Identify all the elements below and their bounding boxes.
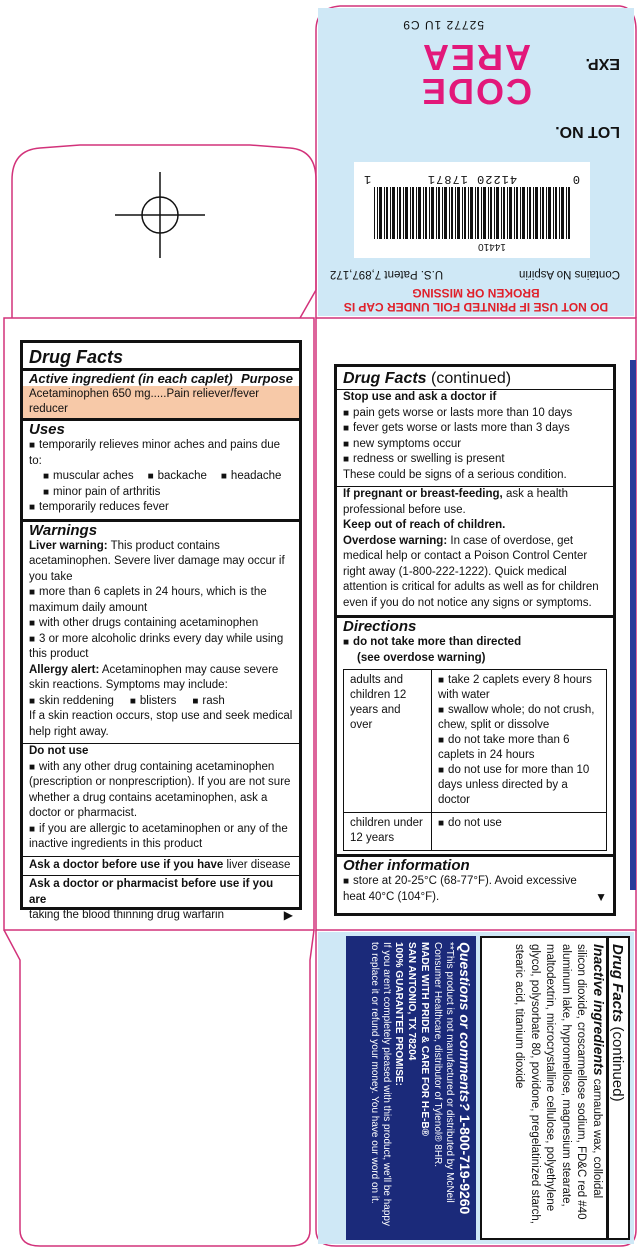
blue-edge-strip xyxy=(630,360,636,890)
contains-no-aspirin: Contains No Aspirin xyxy=(519,268,620,280)
table-row xyxy=(344,670,607,813)
adults-item: ■ do not take more than 6 caplets in 24 hours xyxy=(438,733,600,763)
table-row xyxy=(344,813,607,851)
active-ingredient-row: Acetaminophen 650 mg.....Pain reliever/fever reducer xyxy=(23,386,299,418)
pregnancy-label: If pregnant or breast-feeding, xyxy=(343,488,503,500)
guarantee-heading: 100% GUARANTEE PROMISE: xyxy=(393,942,404,1086)
stop-use-after: These could be signs of a serious condition. xyxy=(343,468,567,481)
adults-item: ■ do not use for more than 10 days unless directed by a doctor xyxy=(438,763,600,808)
allergy-item: ■ rash xyxy=(192,694,224,710)
use-subitem: ■ headache xyxy=(221,469,282,485)
pregnancy-text: ask a health professional before use. xyxy=(343,488,568,516)
small-number: 14410 xyxy=(478,241,506,252)
liver-warning-text: This product contains acetaminophen. Severe liver damage may occur if you take xyxy=(29,539,285,583)
seal-warning: DO NOT USE IF PRINTED FOIL UNDER CAP IS BROKEN OR MISSING xyxy=(343,286,609,314)
directions-table xyxy=(343,669,607,851)
stop-use-heading: Stop use and ask a doctor if xyxy=(343,391,497,403)
other-info-item: ■ store at 20-25°C (68-77°F). Avoid excessive heat 40°C (104°F). xyxy=(343,874,593,905)
top-flap-blue xyxy=(318,8,634,316)
upc-middle: 41220 17871 xyxy=(426,172,518,186)
allergy-alert-label: Allergy alert: xyxy=(29,663,100,676)
pregnancy-section xyxy=(343,487,607,611)
liver-item: ■ more than 6 caplets in 24 hours, which is the maximum daily amount xyxy=(29,585,293,616)
directions-heading: Directions xyxy=(343,618,417,635)
use-subitem: ■ minor pain of arthritis xyxy=(29,485,293,501)
warnings-body xyxy=(29,539,293,741)
inactive-box xyxy=(480,936,630,1240)
barcode xyxy=(354,162,590,258)
liver-item: ■ with other drugs containing acetaminophen xyxy=(29,616,293,632)
uses-list xyxy=(29,438,293,516)
continue-arrow-right: ▶ xyxy=(283,908,293,922)
continue-arrow-down: ▼ xyxy=(595,889,607,904)
do-not-use-item: ■ with any other drug containing acetaminophen (prescription or nonprescription). If you are not sure whether a drug contains acetaminophen, ask a doctor or pharmacist. xyxy=(29,760,293,822)
drug-facts-panel-right xyxy=(334,364,616,916)
other-information-body xyxy=(343,874,607,905)
directions-main xyxy=(343,635,607,666)
drug-facts-title-continued: Drug Facts xyxy=(343,370,427,387)
upc-left: 0 xyxy=(572,172,580,186)
allergy-item: ■ skin reddening xyxy=(29,694,114,710)
do-not-use-section xyxy=(29,744,293,853)
patent-number: U.S. Patent 7,897,172 xyxy=(330,268,444,280)
continued-label-bottom: (continued) xyxy=(609,1026,626,1102)
stop-use-section xyxy=(343,390,607,483)
adults-item: ■ swallow whole; do not crush, chew, split or dissolve xyxy=(438,703,600,733)
guarantee-text: If you aren't completely pleased with this product, we'll be happy to replace it or refund your money. You have our word on it. xyxy=(369,942,392,1226)
liver-item: ■ 3 or more alcoholic drinks every day while using this product xyxy=(29,632,293,663)
directions-main-line: ■ do not take more than directed xyxy=(343,635,607,651)
active-header xyxy=(29,371,293,386)
ask-pharmacist-section xyxy=(29,876,293,925)
allergy-item: ■ blisters xyxy=(130,694,176,710)
batch-code: 52772 1U C9 xyxy=(402,18,484,32)
continued-label: (continued) xyxy=(431,370,512,387)
inactive-heading: Inactive ingredients xyxy=(591,944,607,1076)
children-item: ■ do not use xyxy=(438,816,600,831)
questions-label: Questions or comments? xyxy=(457,942,473,1111)
code-area: CODE AREA xyxy=(420,37,533,112)
ask-doctor-text: liver disease xyxy=(226,858,291,871)
overdose-warning-label: Overdose warning: xyxy=(343,534,448,547)
allergy-after: If a skin reaction occurs, stop use and seek medical help right away. xyxy=(29,710,293,738)
city: SAN ANTONIO, TX 78204 xyxy=(406,942,417,1061)
ask-doctor-section xyxy=(29,857,293,875)
stop-use-item: ■ redness or swelling is present xyxy=(343,452,607,468)
keep-out-of-reach: Keep out of reach of children. xyxy=(343,519,506,531)
do-not-use-heading: Do not use xyxy=(29,745,89,757)
do-not-use-item: ■ if you are allergic to acetaminophen or any of the inactive ingredients in this product xyxy=(29,822,293,853)
allergy-alert-text: Acetaminophen may cause severe skin reactions. Symptoms may include: xyxy=(29,663,279,691)
barcode-bars xyxy=(374,187,570,239)
use-subitem: ■ muscular aches xyxy=(43,469,134,485)
questions-box xyxy=(346,936,476,1240)
upc-right: 1 xyxy=(364,172,372,186)
children-label: children under 12 years xyxy=(344,813,432,851)
drug-facts-panel-left xyxy=(20,340,302,922)
stop-use-item: ■ pain gets worse or lasts more than 10 days xyxy=(343,406,607,422)
use-subitem: ■ backache xyxy=(148,469,207,485)
lot-label: LOT NO. xyxy=(555,123,620,140)
use-item: ■ temporarily relieves minor aches and pains due to: xyxy=(29,438,293,469)
bottom-flap xyxy=(318,932,634,1244)
stop-use-item: ■ fever gets worse or lasts more than 3 days xyxy=(343,421,607,437)
directions-main-line: (see overdose warning) xyxy=(357,651,486,664)
disclaimer: **This product is not manufactured or distributed by McNeil Consumer Healthcare, distributor of Tylenol® 8HR. xyxy=(432,942,455,1203)
warnings-heading: Warnings xyxy=(29,521,98,539)
purpose-heading: Purpose xyxy=(240,371,293,386)
overdose-warning-text: In case of overdose, get medical help or contact a Poison Control Center right away (1-800-222-1222). Quick medical attention is critical for adults as well as for children even if you do not notice any signs or symptoms. xyxy=(343,534,599,609)
liver-warning-label: Liver warning: xyxy=(29,539,108,552)
active-ingredient-heading: Active ingredient (in each caplet) xyxy=(29,371,233,386)
ask-pharmacist-label: Ask a doctor or pharmacist before use if you are xyxy=(29,878,274,906)
made-with-pride: MADE WITH PRIDE & CARE FOR H-E-B® xyxy=(419,942,430,1137)
ask-doctor-label: Ask a doctor before use if you have xyxy=(29,858,224,871)
adults-item: ■ take 2 caplets every 8 hours with water xyxy=(438,673,600,703)
ask-pharmacist-text: taking the blood thinning drug warfarin xyxy=(29,909,224,921)
other-information-heading: Other information xyxy=(343,857,470,874)
drug-facts-title: Drug Facts xyxy=(29,347,124,367)
use-item: ■ temporarily reduces fever xyxy=(29,500,293,516)
questions-phone: 1-800-719-9260 xyxy=(457,1114,473,1215)
adults-label: adults and children 12 years and over xyxy=(344,670,432,813)
inactive-text: carnauba wax, colloidal silicon dioxide, croscarmellose sodium, FD&C red #40 aluminum lake, hypromellose, magnesium stearate, maltodextrin, microcrystalline cellulose, polyethylene glycol, polysorbate 80, povidone, pregelatinized starch, stearic acid, titanium dioxide xyxy=(513,944,603,1225)
drug-facts-title-bottom: Drug Facts xyxy=(609,944,626,1023)
stop-use-item: ■ new symptoms occur xyxy=(343,437,607,453)
contains-line xyxy=(330,268,620,280)
uses-heading: Uses xyxy=(29,421,65,438)
exp-label: EXP. xyxy=(585,55,620,72)
